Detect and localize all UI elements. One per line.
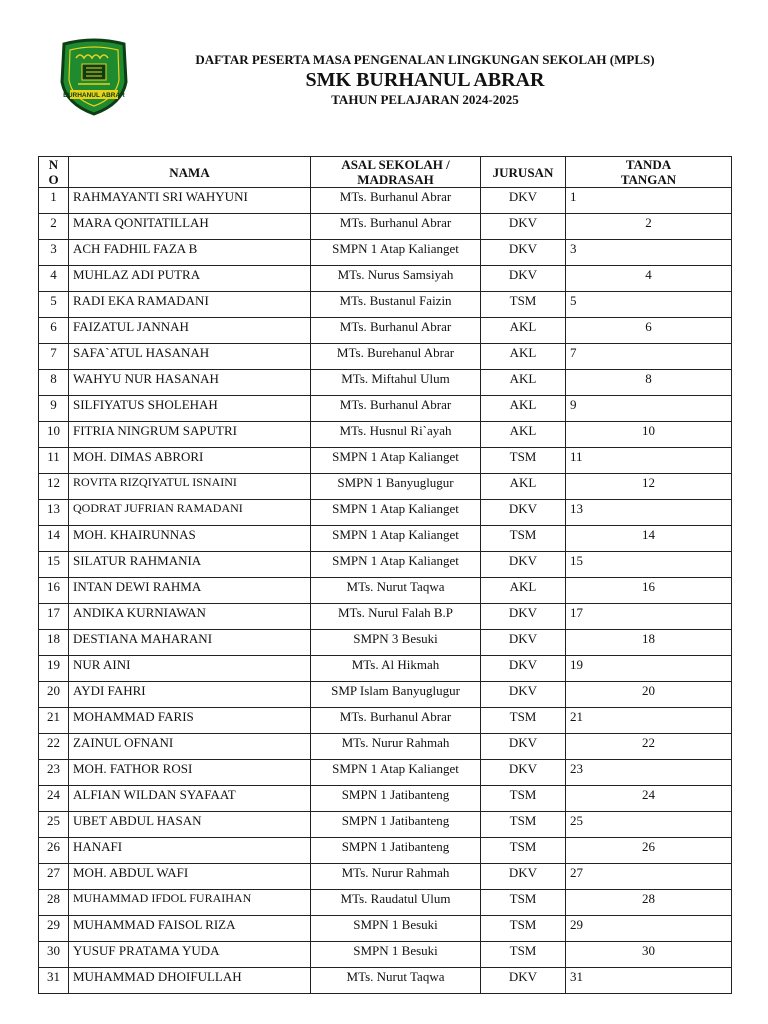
row-number: 18 [39,630,69,656]
logo-caption: BURHANUL ABRAR [63,92,125,99]
row-number: 31 [39,968,69,994]
major: AKL [481,396,566,422]
participant-name: ALFIAN WILDAN SYAFAAT [69,786,311,812]
origin-school: MTs. Al Hikmah [311,656,481,682]
participant-name: MUHLAZ ADI PUTRA [69,266,311,292]
school-name: SMK BURHANUL ABRAR [305,69,545,91]
row-number: 16 [39,578,69,604]
signature-cell: 1 [566,188,732,214]
school-logo [56,38,132,116]
major: TSM [481,890,566,916]
participant-name: WAHYU NUR HASANAH [69,370,311,396]
table-row [39,474,732,500]
origin-school: MTs. Burhanul Abrar [311,188,481,214]
signature-cell: 9 [566,396,732,422]
signature-cell: 27 [566,864,732,890]
signature-cell: 3 [566,240,732,266]
row-number: 28 [39,890,69,916]
origin-school: MTs. Burhanul Abrar [311,318,481,344]
participant-name: YUSUF PRATAMA YUDA [69,942,311,968]
major: AKL [481,370,566,396]
participant-name: MUHAMMAD FAISOL RIZA [69,916,311,942]
participant-name: MOH. KHAIRUNNAS [69,526,311,552]
participant-name: MOH. FATHOR ROSI [69,760,311,786]
origin-school: SMPN 1 Atap Kalianget [311,760,481,786]
row-number: 9 [39,396,69,422]
table-row [39,890,732,916]
table-row [39,942,732,968]
major: DKV [481,240,566,266]
participant-name: AYDI FAHRI [69,682,311,708]
table-row [39,578,732,604]
signature-cell: 19 [566,656,732,682]
origin-school: SMPN 1 Besuki [311,916,481,942]
major: TSM [481,708,566,734]
row-number: 20 [39,682,69,708]
signature-cell: 8 [566,370,732,396]
table-row [39,422,732,448]
origin-school: SMP Islam Banyuglugur [311,682,481,708]
table-row [39,266,732,292]
signature-cell: 28 [566,890,732,916]
column-header-asal-sekolah: ASAL SEKOLAH / MADRASAH [311,157,481,188]
participant-name: QODRAT JUFRIAN RAMADANI [69,500,311,526]
signature-cell: 6 [566,318,732,344]
participant-name: SILFIYATUS SHOLEHAH [69,396,311,422]
academic-year: TAHUN PELAJARAN 2024-2025 [331,92,519,107]
origin-school: SMPN 1 Besuki [311,942,481,968]
participant-name: SILATUR RAHMANIA [69,552,311,578]
origin-school: MTs. Nurus Samsiyah [311,266,481,292]
row-number: 7 [39,344,69,370]
origin-school: MTs. Burhanul Abrar [311,708,481,734]
origin-school: MTs. Husnul Ri`ayah [311,422,481,448]
signature-cell: 7 [566,344,732,370]
major: DKV [481,214,566,240]
major: AKL [481,578,566,604]
major: DKV [481,500,566,526]
row-number: 25 [39,812,69,838]
participant-name: RAHMAYANTI SRI WAHYUNI [69,188,311,214]
origin-school: MTs. Bustanul Faizin [311,292,481,318]
participant-name: ROVITA RIZQIYATUL ISNAINI [69,474,311,500]
major: DKV [481,266,566,292]
signature-cell: 22 [566,734,732,760]
table-row [39,344,732,370]
row-number: 2 [39,214,69,240]
document-header [150,52,700,108]
origin-school: SMPN 1 Atap Kalianget [311,448,481,474]
participant-name: MOH. DIMAS ABRORI [69,448,311,474]
origin-school: SMPN 3 Besuki [311,630,481,656]
row-number: 17 [39,604,69,630]
origin-school: SMPN 1 Banyuglugur [311,474,481,500]
origin-school: SMPN 1 Atap Kalianget [311,240,481,266]
table-row [39,604,732,630]
row-number: 15 [39,552,69,578]
participant-name: INTAN DEWI RAHMA [69,578,311,604]
signature-cell: 15 [566,552,732,578]
participant-table [38,156,732,994]
participant-name: ZAINUL OFNANI [69,734,311,760]
table-row [39,968,732,994]
major: DKV [481,864,566,890]
signature-cell: 29 [566,916,732,942]
table-row [39,188,732,214]
participant-name: MUHAMMAD IFDOL FURAIHAN [69,890,311,916]
school-crest-icon [56,38,132,116]
signature-cell: 13 [566,500,732,526]
participant-name: SAFA`ATUL HASANAH [69,344,311,370]
row-number: 4 [39,266,69,292]
major: DKV [481,604,566,630]
major: AKL [481,318,566,344]
table-row [39,214,732,240]
table-row [39,656,732,682]
major: DKV [481,968,566,994]
major: DKV [481,656,566,682]
major: TSM [481,838,566,864]
signature-cell: 2 [566,214,732,240]
origin-school: MTs. Raudatul Ulum [311,890,481,916]
participant-name: MOHAMMAD FARIS [69,708,311,734]
major: TSM [481,916,566,942]
table-row [39,864,732,890]
participant-name: MUHAMMAD DHOIFULLAH [69,968,311,994]
signature-cell: 16 [566,578,732,604]
row-number: 3 [39,240,69,266]
column-header-tanda-tangan: TANDA TANGAN [566,157,732,188]
major: TSM [481,526,566,552]
table-row [39,916,732,942]
signature-cell: 23 [566,760,732,786]
table-row [39,786,732,812]
signature-cell: 30 [566,942,732,968]
major: TSM [481,812,566,838]
column-header-jurusan: JURUSAN [481,157,566,188]
origin-school: MTs. Nurur Rahmah [311,734,481,760]
row-number: 13 [39,500,69,526]
participant-name: MARA QONITATILLAH [69,214,311,240]
table-row [39,760,732,786]
origin-school: MTs. Burehanul Abrar [311,344,481,370]
major: DKV [481,188,566,214]
participant-name: FAIZATUL JANNAH [69,318,311,344]
participant-name: DESTIANA MAHARANI [69,630,311,656]
participant-name: UBET ABDUL HASAN [69,812,311,838]
table-row [39,396,732,422]
column-header-no: N O [39,157,69,188]
signature-cell: 25 [566,812,732,838]
origin-school: SMPN 1 Jatibanteng [311,786,481,812]
origin-school: MTs. Nurul Falah B.P [311,604,481,630]
participant-name: ANDIKA KURNIAWAN [69,604,311,630]
major: AKL [481,344,566,370]
signature-cell: 20 [566,682,732,708]
origin-school: MTs. Burhanul Abrar [311,214,481,240]
major: AKL [481,422,566,448]
major: DKV [481,552,566,578]
signature-cell: 24 [566,786,732,812]
signature-cell: 26 [566,838,732,864]
table-row [39,292,732,318]
table-row [39,500,732,526]
row-number: 14 [39,526,69,552]
origin-school: MTs. Miftahul Ulum [311,370,481,396]
row-number: 22 [39,734,69,760]
major: DKV [481,760,566,786]
table-body [39,188,732,994]
major: TSM [481,942,566,968]
origin-school: SMPN 1 Atap Kalianget [311,552,481,578]
major: DKV [481,630,566,656]
signature-cell: 14 [566,526,732,552]
signature-cell: 10 [566,422,732,448]
row-number: 5 [39,292,69,318]
table-row [39,630,732,656]
major: TSM [481,786,566,812]
origin-school: SMPN 1 Jatibanteng [311,812,481,838]
participant-name: NUR AINI [69,656,311,682]
table-row [39,318,732,344]
row-number: 10 [39,422,69,448]
participant-name: RADI EKA RAMADANI [69,292,311,318]
major: DKV [481,734,566,760]
table-row [39,708,732,734]
table-row [39,838,732,864]
major: AKL [481,474,566,500]
row-number: 29 [39,916,69,942]
table-row [39,682,732,708]
signature-cell: 21 [566,708,732,734]
row-number: 21 [39,708,69,734]
row-number: 23 [39,760,69,786]
origin-school: MTs. Nurur Rahmah [311,864,481,890]
row-number: 6 [39,318,69,344]
document-title: DAFTAR PESERTA MASA PENGENALAN LINGKUNGAN SEKOLAH (MPLS) [195,52,655,67]
origin-school: SMPN 1 Jatibanteng [311,838,481,864]
table-header-row [39,157,732,188]
signature-cell: 17 [566,604,732,630]
origin-school: SMPN 1 Atap Kalianget [311,500,481,526]
participant-name: MOH. ABDUL WAFI [69,864,311,890]
table-row [39,370,732,396]
major: DKV [481,682,566,708]
row-number: 24 [39,786,69,812]
row-number: 1 [39,188,69,214]
origin-school: MTs. Burhanul Abrar [311,396,481,422]
table-row [39,812,732,838]
row-number: 27 [39,864,69,890]
signature-cell: 11 [566,448,732,474]
row-number: 8 [39,370,69,396]
participant-name: HANAFI [69,838,311,864]
column-header-nama: NAMA [69,157,311,188]
row-number: 11 [39,448,69,474]
origin-school: MTs. Nurut Taqwa [311,578,481,604]
participant-name: FITRIA NINGRUM SAPUTRI [69,422,311,448]
signature-cell: 12 [566,474,732,500]
row-number: 19 [39,656,69,682]
row-number: 30 [39,942,69,968]
table-row [39,240,732,266]
table-row [39,448,732,474]
table-row [39,552,732,578]
participant-name: ACH FADHIL FAZA B [69,240,311,266]
signature-cell: 4 [566,266,732,292]
signature-cell: 31 [566,968,732,994]
table-row [39,526,732,552]
origin-school: MTs. Nurut Taqwa [311,968,481,994]
table-row [39,734,732,760]
origin-school: SMPN 1 Atap Kalianget [311,526,481,552]
signature-cell: 5 [566,292,732,318]
major: TSM [481,292,566,318]
signature-cell: 18 [566,630,732,656]
row-number: 26 [39,838,69,864]
major: TSM [481,448,566,474]
row-number: 12 [39,474,69,500]
